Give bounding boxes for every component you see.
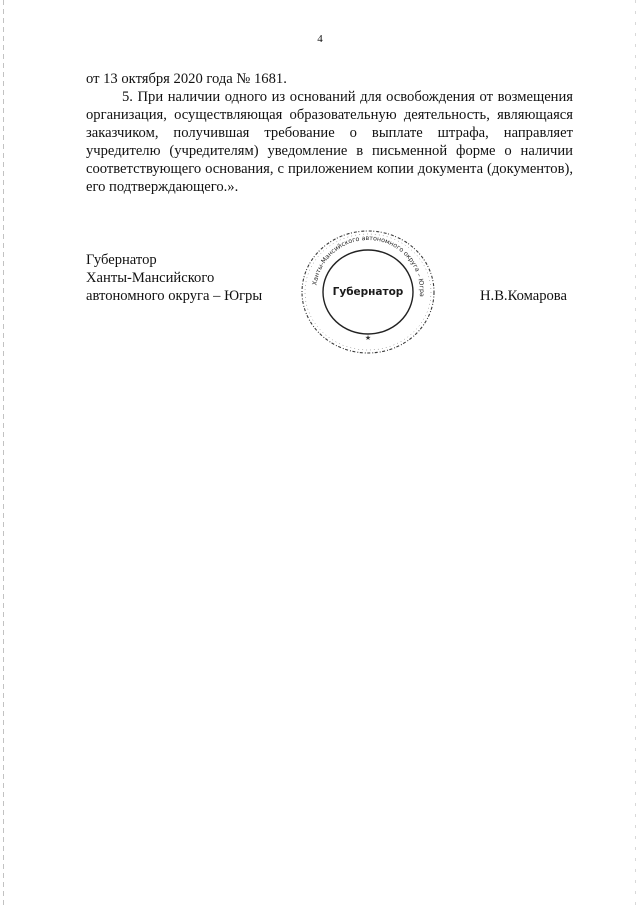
signatory-title-line-3: автономного округа – Югры	[86, 288, 263, 304]
signatory-title	[86, 251, 262, 305]
page-number: 4	[317, 33, 323, 45]
seal-center-text: Губернатор	[332, 286, 404, 298]
continuation-line: от 13 октября 2020 года № 1681.	[86, 71, 287, 87]
signatory-name: Н.В.Комарова	[480, 288, 567, 304]
seal-star-icon: ★	[364, 334, 372, 342]
signatory-title-line-1: Губернатор	[86, 252, 157, 268]
body-text	[86, 70, 573, 196]
scan-edge-right	[635, 0, 636, 905]
official-seal	[298, 228, 438, 356]
seal-ring-text: Ханты-Мансийского автономного округа – Югра	[311, 234, 426, 298]
paragraph-5: 5. При наличии одного из оснований для освобождения от возмещения организация, осуществляющая образовательную деятельность, являющаяся заказчиком, получившая требование о выплате штрафа, направляет учредителю (учредителям) уведомление в письменной форме о наличии соответствующего основания, с приложением копии документа (документов), его подтверждающего.».	[86, 89, 573, 195]
signatory-title-line-2: Ханты-Мансийского	[86, 270, 215, 286]
scan-edge-left	[3, 0, 4, 905]
